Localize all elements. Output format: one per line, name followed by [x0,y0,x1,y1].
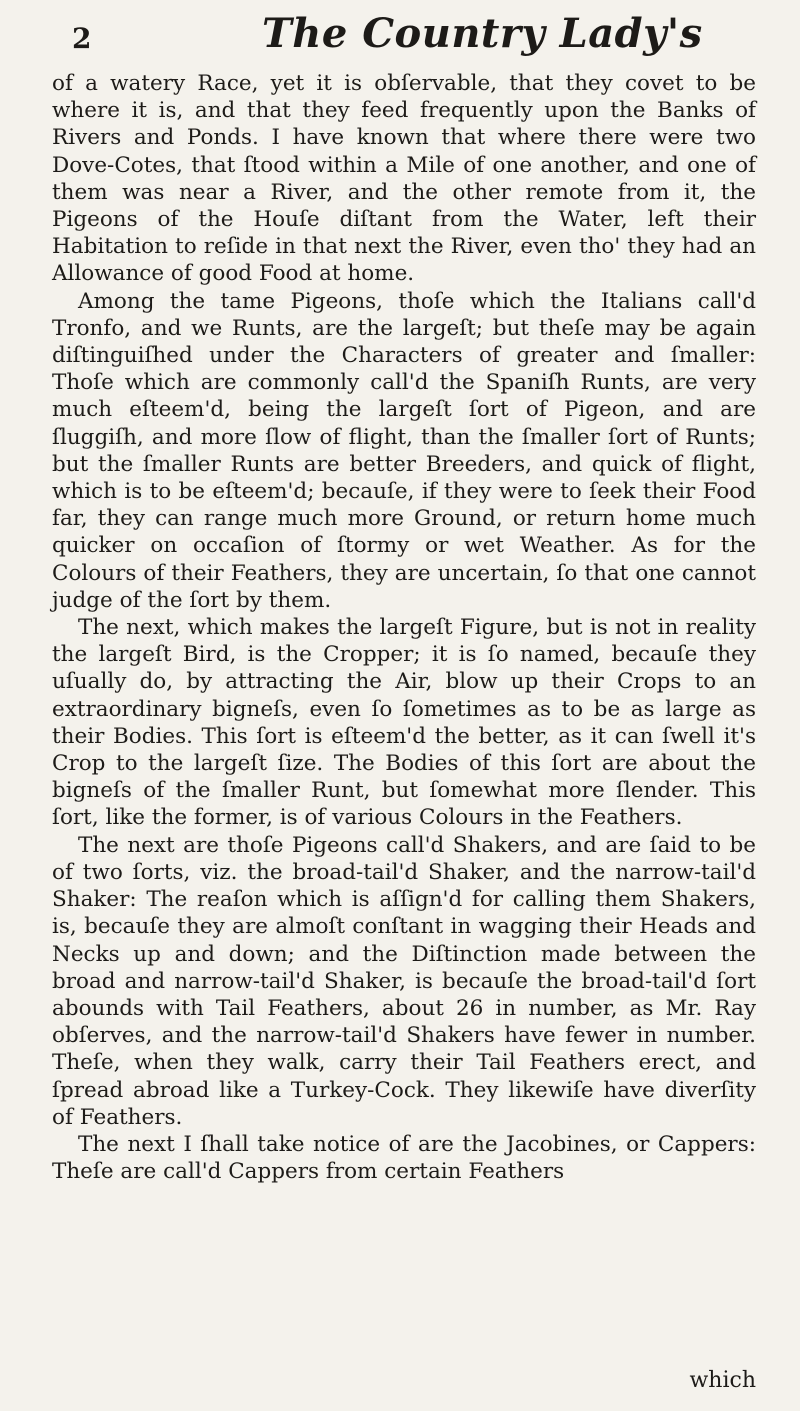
paragraph-cropper: The next, which makes the largeſt Figure, but is not in reality the largeſt Bird, is the Cropper; it is ſo named, becauſe they uſually do, by attracting the Air, blow up their Crops to an extraordinary bigneſs, even ſo ſometimes as to be as large as their Bodies. This ſort is eſteem'd the better, as it can ſwell it's Crop to the largeſt ſize. The Bodies of this ſort are about the bigneſs of the ſmaller Runt, but ſomewhat more ſlender. This ſort, like the former, is of various Colours in the Feathers. [52,615,756,831]
paragraph-runts: Among the tame Pigeons, thoſe which the Italians call'd Tronfo, and we Runts, are the largeſt; but theſe may be again diſtinguiſhed under the Characters of greater and ſmaller: Thoſe which are commonly call'd the Spaniſh Runts, are very much eſteem'd, being the largeſt ſort of Pigeon, and are ſluggiſh, and more ſlow of flight, than the ſmaller ſort of Runts; but the ſmaller Runts are better Breeders, and quick of flight, which is to be eſteem'd; becauſe, if they were to ſeek their Food far, they can range much more Ground, or return home much quicker on occaſion of ſtormy or wet Weather. As for the Colours of their Feathers, they are uncertain, ſo that one cannot judge of the ſort by them. [52,288,756,613]
paragraph-shakers: The next are thoſe Pigeons call'd Shakers, and are ſaid to be of two ſorts, viz. the broad-tail'd Shaker, and the narrow-tail'd Shaker: The reaſon which is aſſign'd for calling them Shakers, is, becauſe they are almoſt conſtant in wagging their Heads and Necks up and down; and the Diſtinction made between the broad and narrow-tail'd Shaker, is becauſe the broad-tail'd ſort abounds with Tail Feathers, about 26 in number, as Mr. Ray obſerves, and the narrow-tail'd Shakers have fewer in number. Theſe, when they walk, carry their Tail Feathers erect, and ſpread abroad like a Turkey-Cock. They likewiſe have diverſity of Feathers. [52,832,756,1130]
page-header [52,0,756,70]
paragraph-dove-cotes: of a watery Race, yet it is obſervable, that they covet to be where it is, and that they feed frequently upon the Banks of Rivers and Ponds. I have known that where there were two Dove-Cotes, that ſtood within a Mile of one another, and one of them was near a River, and the other remote from it, the Pigeons of the Houſe diſtant from the Water, left their Habitation to reſide in that next the River, even tho' they had an Allowance of good Food at home. [52,71,756,287]
body-text [52,70,756,1185]
page-number: 2 [72,22,92,55]
running-head: The Country Lady's [262,10,703,57]
catchword: which [689,1368,756,1393]
paragraph-jacobines: The next I ſhall take notice of are the Jacobines, or Cappers: Theſe are call'd Cappers from certain Feathers [52,1131,756,1185]
